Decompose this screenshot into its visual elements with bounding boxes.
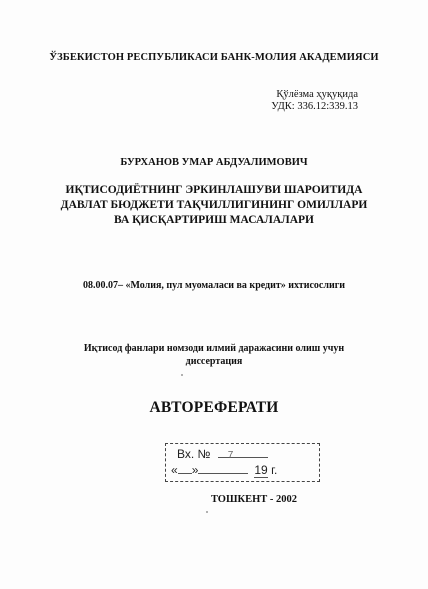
stamp-incoming-field bbox=[218, 447, 268, 461]
scan-speck bbox=[181, 374, 183, 376]
thesis-title-line: ДАВЛАТ БЮДЖЕТИ ТАҚЧИЛЛИГИНИНГ ОМИЛЛАРИ bbox=[60, 199, 368, 211]
stamp-open-quote: « bbox=[171, 463, 178, 477]
stamp-year-suffix: г. bbox=[271, 463, 278, 477]
author-name: БУРХАНОВ УМАР АБДУАЛИМОВИЧ bbox=[120, 157, 308, 168]
stamp-month-field bbox=[198, 463, 248, 474]
stamp-date-row bbox=[171, 463, 277, 477]
manuscript-rights-note: Қўлёзма ҳуқуқида bbox=[276, 89, 358, 100]
stamp-year-label: 19 bbox=[254, 463, 268, 477]
stamp-incoming-row bbox=[177, 447, 268, 461]
scan-speck bbox=[206, 511, 208, 513]
thesis-title-line: ИҚТИСОДИЁТНИНГ ЭРКИНЛАШУВИ ШАРОИТИДА bbox=[65, 184, 363, 196]
stamp-incoming-value: 7 bbox=[227, 450, 234, 461]
degree-statement: Иқтисод фанлари номзоди илмий даражасини олиш учун bbox=[83, 343, 345, 354]
udc-code: УДК: 336.12:339.13 bbox=[271, 101, 358, 112]
thesis-title-line: ВА ҚИСҚАРТИРИШ МАСАЛАЛАРИ bbox=[114, 214, 314, 226]
stamp-close-quote: » bbox=[191, 463, 199, 477]
specialty-code: 08.00.07– «Молия, пул муомаласи ва кредит» ихтисослиги bbox=[82, 280, 346, 291]
stamp-incoming-label: Вх. № bbox=[177, 447, 211, 461]
abstract-heading: АВТОРЕФЕРАТИ bbox=[149, 399, 279, 416]
dissertation-label: диссертация bbox=[185, 356, 243, 367]
city-year: ТОШКЕНТ - 2002 bbox=[210, 494, 298, 505]
academy-heading: ЎЗБЕКИСТОН РЕСПУБЛИКАСИ БАНК-МОЛИЯ АКАДЕМИЯСИ bbox=[49, 52, 379, 63]
stamp-day-field bbox=[178, 463, 192, 474]
registration-stamp bbox=[165, 443, 320, 482]
